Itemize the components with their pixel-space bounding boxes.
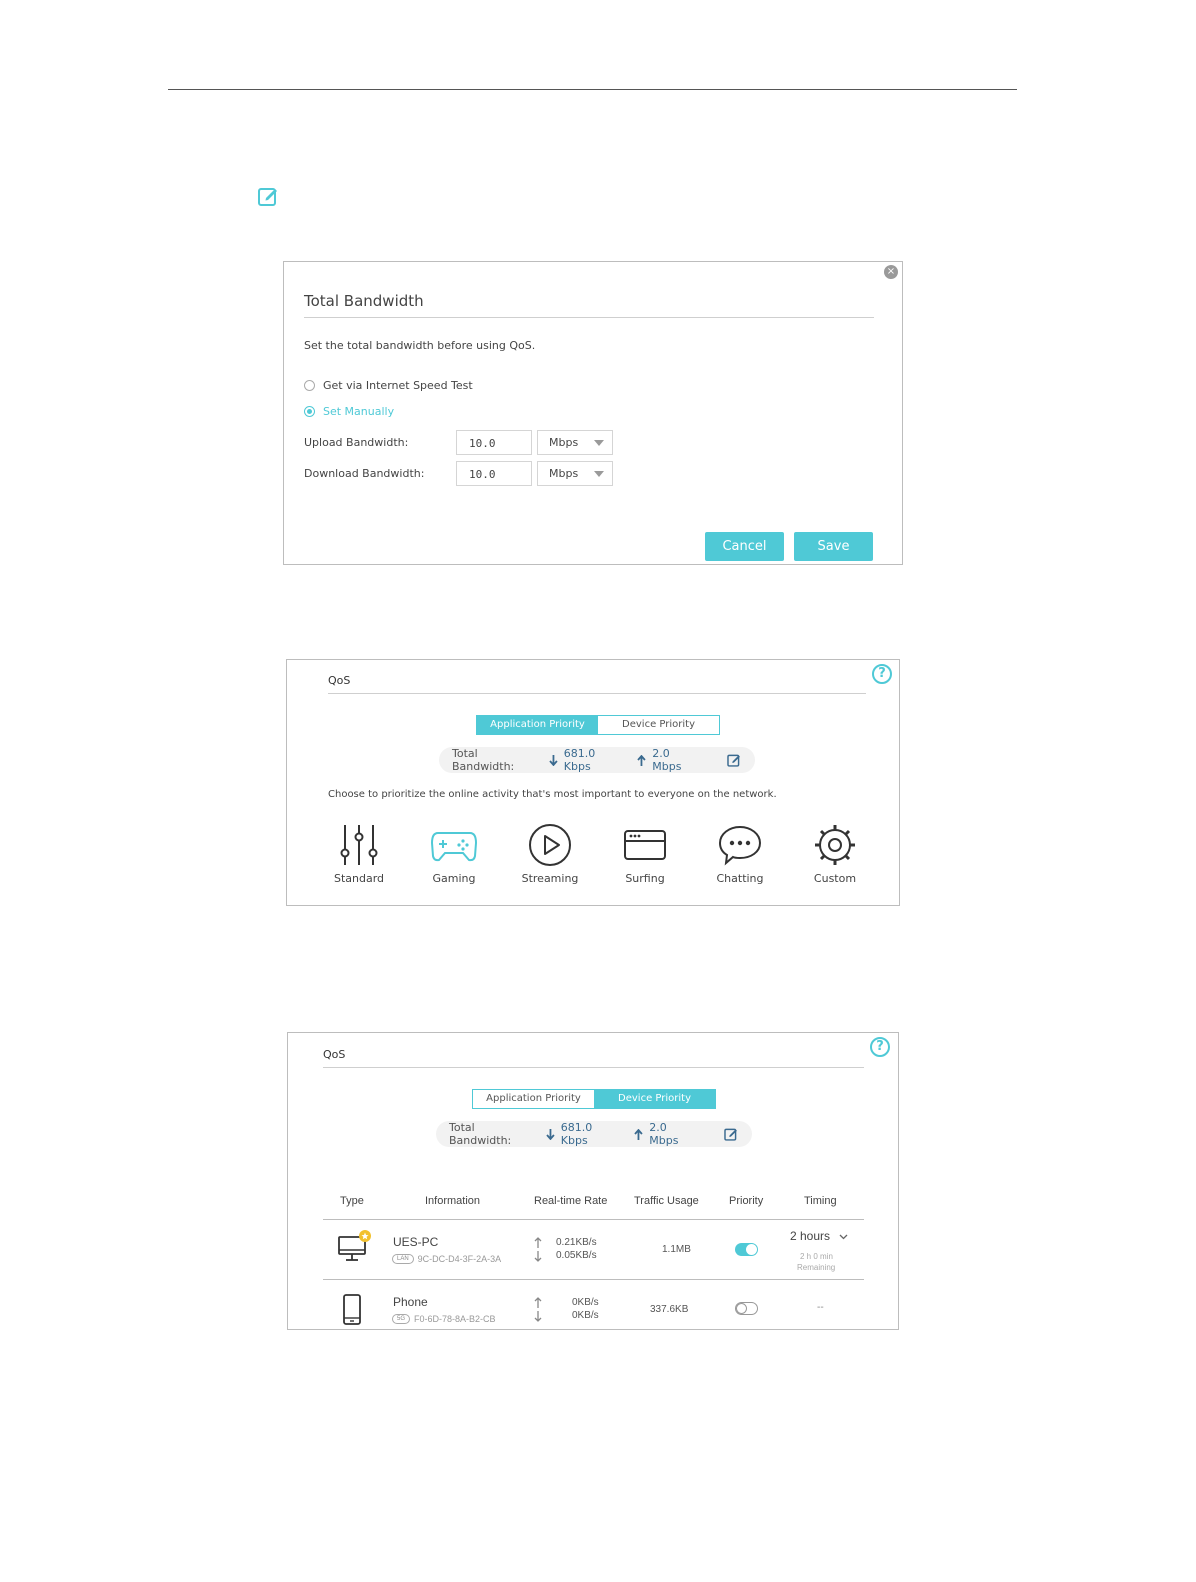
sliders-icon: [337, 823, 381, 867]
mode-label: Surfing: [625, 872, 665, 885]
upload-unit-select[interactable]: [537, 430, 613, 455]
upload-rate: 2.0 Mbps: [649, 1121, 679, 1147]
upload-rate: 0KB/s: [572, 1297, 599, 1308]
dialog-title: Total Bandwidth: [304, 292, 424, 310]
dialog-description: Set the total bandwidth before using QoS.: [304, 339, 536, 352]
browser-icon: [623, 823, 667, 867]
upload-rate: 2.0 Mbps: [652, 747, 682, 773]
total-bandwidth-dialog: [283, 261, 903, 565]
download-bandwidth-label: Download Bandwidth:: [304, 467, 425, 480]
timing-remaining-label: Remaining: [797, 1263, 836, 1272]
download-rate: 0.05KB/s: [556, 1250, 597, 1261]
panel-divider: [323, 1067, 864, 1068]
total-bandwidth-bar: [436, 1121, 752, 1147]
timing-select[interactable]: [790, 1229, 848, 1243]
mode-label: Custom: [813, 872, 857, 885]
total-bandwidth-label: Total Bandwidth:: [452, 747, 515, 773]
dialog-divider: [304, 317, 874, 318]
traffic-usage: 1.1MB: [662, 1244, 691, 1255]
device-mac: [392, 1314, 496, 1324]
mode-chatting[interactable]: [700, 823, 780, 885]
upload-bandwidth-label: Upload Bandwidth:: [304, 436, 409, 449]
column-header-information: Information: [425, 1195, 481, 1207]
mode-custom[interactable]: [795, 823, 875, 885]
mode-label: Streaming: [521, 872, 579, 885]
upload-bandwidth-input[interactable]: 10.0: [456, 430, 532, 455]
help-icon[interactable]: ?: [872, 664, 892, 684]
column-header-priority: Priority: [729, 1195, 764, 1207]
timing-value: --: [817, 1302, 824, 1313]
timing-value: 2 hours: [790, 1229, 831, 1243]
traffic-usage: 337.6KB: [650, 1304, 689, 1315]
column-header-rate: Real-time Rate: [534, 1195, 608, 1207]
edit-icon: [256, 184, 280, 208]
priority-tabs: [472, 1089, 716, 1109]
arrow-down-icon: [546, 1129, 555, 1140]
speed-test-label: Get via Internet Speed Test: [323, 379, 473, 392]
download-bandwidth-input[interactable]: 10.0: [456, 461, 532, 486]
table-header-rule: [323, 1219, 864, 1220]
upload-unit-value: Mbps: [549, 436, 579, 449]
download-rate: 681.0 Kbps: [560, 1121, 593, 1147]
mode-label: Chatting: [716, 872, 764, 885]
connection-tag: 5G: [392, 1314, 410, 1324]
gamepad-icon: [430, 823, 478, 867]
qos-device-panel: [287, 1032, 899, 1330]
mode-streaming[interactable]: [510, 823, 590, 885]
mode-label: Standard: [333, 872, 385, 885]
cancel-button[interactable]: Cancel: [705, 532, 784, 561]
priority-toggle[interactable]: [735, 1302, 758, 1315]
device-mac: [392, 1254, 501, 1264]
up-down-arrows-icon: [533, 1297, 543, 1323]
download-rate: 0KB/s: [572, 1310, 599, 1321]
download-rate: 681.0 Kbps: [563, 747, 596, 773]
column-header-type: Type: [340, 1195, 364, 1207]
chevron-down-icon: [594, 440, 604, 446]
mode-label: Gaming: [432, 872, 476, 885]
tab-device-priority[interactable]: Device Priority: [598, 716, 719, 734]
panel-title: QoS: [328, 674, 351, 687]
total-bandwidth-bar: [439, 747, 755, 773]
mac-address: 9C-DC-D4-3F-2A-3A: [417, 1254, 502, 1264]
page-header-rule: [168, 89, 1017, 90]
set-manually-radio[interactable]: [304, 406, 315, 417]
edit-icon[interactable]: [723, 1126, 739, 1142]
arrow-down-icon: [549, 755, 558, 766]
arrow-up-icon: [637, 755, 646, 766]
tab-application-priority[interactable]: Application Priority: [473, 1090, 594, 1108]
set-manually-option[interactable]: [304, 405, 394, 418]
phone-icon: [342, 1294, 362, 1326]
download-unit-select[interactable]: [537, 461, 613, 486]
tab-device-priority[interactable]: Device Priority: [594, 1090, 715, 1108]
chevron-down-icon: [594, 471, 604, 477]
device-name: Phone: [393, 1295, 428, 1309]
mode-surfing[interactable]: [605, 823, 685, 885]
device-name: UES-PC: [393, 1235, 439, 1249]
priority-toggle[interactable]: [735, 1243, 758, 1256]
help-icon[interactable]: ?: [870, 1037, 890, 1057]
play-icon: [528, 823, 572, 867]
speed-test-radio[interactable]: [304, 380, 315, 391]
up-down-arrows-icon: [533, 1237, 543, 1263]
column-header-timing: Timing: [804, 1195, 837, 1207]
column-header-usage: Traffic Usage: [634, 1195, 699, 1207]
mode-standard[interactable]: [319, 823, 399, 885]
arrow-up-icon: [634, 1129, 643, 1140]
timing-remaining: 2 h 0 min: [800, 1252, 833, 1261]
desktop-icon: [337, 1229, 373, 1263]
set-manually-label: Set Manually: [323, 405, 395, 418]
priority-tabs: [476, 715, 720, 735]
table-row-rule: [323, 1279, 864, 1280]
save-button[interactable]: Save: [794, 532, 873, 561]
download-unit-value: Mbps: [549, 467, 579, 480]
mode-gaming[interactable]: [414, 823, 494, 885]
chat-icon: [718, 823, 762, 867]
upload-rate: 0.21KB/s: [556, 1237, 597, 1248]
gear-icon: [813, 823, 857, 867]
priority-description: Choose to prioritize the online activity that's most important to everyone on the network.: [328, 789, 777, 800]
chevron-down-icon: [839, 1234, 848, 1240]
mac-address: F0-6D-78-8A-B2-CB: [414, 1314, 496, 1324]
connection-tag: LAN: [392, 1254, 414, 1264]
panel-title: QoS: [323, 1048, 346, 1061]
speed-test-option[interactable]: [304, 379, 473, 392]
total-bandwidth-label: Total Bandwidth:: [449, 1121, 512, 1147]
tab-application-priority[interactable]: Application Priority: [477, 716, 598, 734]
close-icon[interactable]: ×: [884, 265, 898, 279]
panel-divider: [328, 693, 866, 694]
edit-icon[interactable]: [726, 752, 742, 768]
qos-application-panel: [286, 659, 900, 906]
